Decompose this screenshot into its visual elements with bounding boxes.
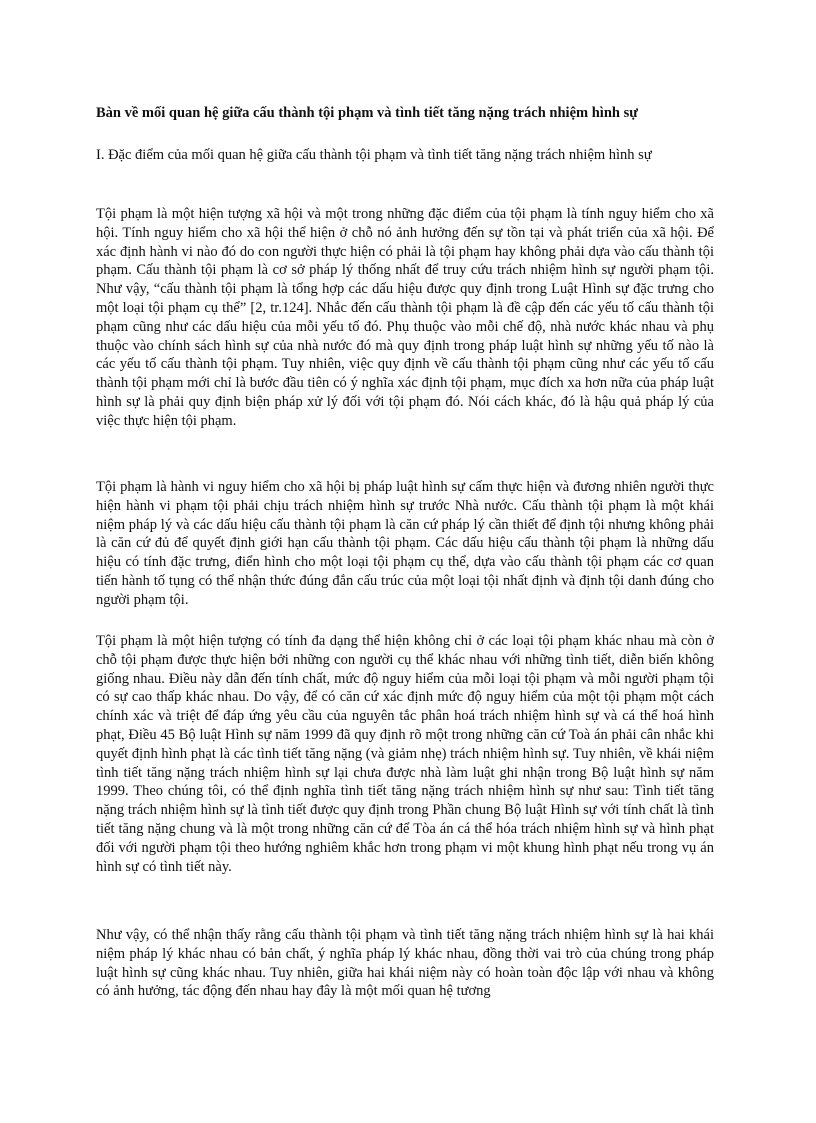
document-page — [96, 0, 714, 1123]
paragraph-4: Như vậy, có thể nhận thấy rằng cấu thành tội phạm và tình tiết tăng nặng trách nhiệm hình sự là hai khái niệm pháp lý khác nhau có bản chất, ý nghĩa pháp lý khác nhau, đồng thời vai trò của chúng trong pháp luật hình sự cũng khác nhau. Tuy nhiên, giữa hai khái niệm này có hoàn toàn độc lập với nhau và không có ảnh hưởng, tác động đến nhau hay đây là một mối quan hệ tương — [96, 927, 714, 1000]
paragraph-3: Tội phạm là một hiện tượng có tính đa dạng thể hiện không chỉ ở các loại tội phạm khác nhau mà còn ở chỗ tội phạm được thực hiện bởi những con người cụ thể khác nhau với những tình tiết, diễn biến không giống nhau. Điều này dẫn đến tính chất, mức độ nguy hiểm của mỗi loại tội phạm và mỗi người phạm tội có sự cao thấp khác nhau. Do vậy, để có căn cứ xác định mức độ nguy hiểm của một tội phạm một cách chính xác và triệt để đáp ứng yêu cầu của nguyên tắc phân hoá trách nhiệm hình sự và cá thể hoá hình phạt, Điều 45 Bộ luật Hình sự năm 1999 đã quy định rõ một trong những căn cứ Toà án phải cân nhắc khi quyết định hình phạt là các tình tiết tăng nặng (và giảm nhẹ) trách nhiệm hình sự. Tuy nhiên, về khái niệm tình tiết tăng nặng trách nhiệm hình sự lại chưa được nhà làm luật ghi nhận trong Bộ luật hình sự năm 1999. Theo chúng tôi, có thể định nghĩa tình tiết tăng nặng trách nhiệm hình sự như sau: Tình tiết tăng nặng trách nhiệm hình sự là tình tiết được quy định trong Phần chung Bộ luật Hình sự với tính chất là tình tiết tăng nặng chung và là một trong những căn cứ để Tòa án cá thể hóa trách nhiệm hình sự và hình phạt đối với người phạm tội theo hướng nghiêm khắc hơn trong phạm vi một khung hình phạt nếu trong vụ án hình sự có tình tiết này. — [96, 633, 714, 875]
section-heading: I. Đặc điểm của mối quan hệ giữa cấu thành tội phạm và tình tiết tăng nặng trách nhiệm hình sự — [96, 147, 652, 163]
document-title: Bàn về mối quan hệ giữa cấu thành tội phạm và tình tiết tăng nặng trách nhiệm hình sự — [96, 105, 638, 121]
paragraph-1: Tội phạm là một hiện tượng xã hội và một trong những đặc điểm của tội phạm là tính nguy hiểm cho xã hội. Tính nguy hiểm cho xã hội thể hiện ở chỗ nó ảnh hưởng đến sự tồn tại và phát triển của xã hội. Để xác định hành vi nào đó do con người thực hiện có phải là tội phạm hay không phải dựa vào cấu thành tội phạm. Cấu thành tội phạm là cơ sở pháp lý thống nhất để truy cứu trách nhiệm hình sự người phạm tội. Như vậy, “cấu thành tội phạm là tổng hợp các dấu hiệu được quy định trong Luật Hình sự đặc trưng cho một loại tội phạm cụ thể” [2, tr.124]. Nhắc đến cấu thành tội phạm là đề cập đến các yếu tố cấu thành tội phạm cũng như các dấu hiệu của mỗi yếu tố đó. Phụ thuộc vào mỗi chế độ, nhà nước khác nhau và phụ thuộc vào chính sách hình sự của nhà nước đó mà quy định trong pháp luật hình sự những yếu tố nào là các yếu tố cấu thành tội phạm. Tuy nhiên, việc quy định về cấu thành tội phạm cũng như các yếu tố cấu thành tội phạm mới chỉ là bước đầu tiên có ý nghĩa xác định tội phạm, mục đích xa hơn nữa của pháp luật hình sự là phải quy định biện pháp xử lý đối với tội phạm đó. Nói cách khác, đó là hậu quả pháp lý của việc thực hiện tội phạm. — [96, 206, 714, 429]
paragraph-2: Tội phạm là hành vi nguy hiểm cho xã hội bị pháp luật hình sự cấm thực hiện và đương nhiên người thực hiện hành vi phạm tội phải chịu trách nhiệm hình sự trước Nhà nước. Cấu thành tội phạm là một khái niệm pháp lý và các dấu hiệu cấu thành tội phạm là căn cứ pháp lý cần thiết để định tội nhưng không phải là căn cứ đủ để quyết định giới hạn cấu thành tội phạm. Các dấu hiệu cấu thành tội phạm là những dấu hiệu có tính đặc trưng, điển hình cho một loại tội phạm cụ thể, dựa vào cấu thành tội phạm các cơ quan tiến hành tố tụng có thể nhận thức đúng đắn cấu trúc của một loại tội nhất định và định tội danh đúng cho người phạm tội. — [96, 479, 714, 608]
